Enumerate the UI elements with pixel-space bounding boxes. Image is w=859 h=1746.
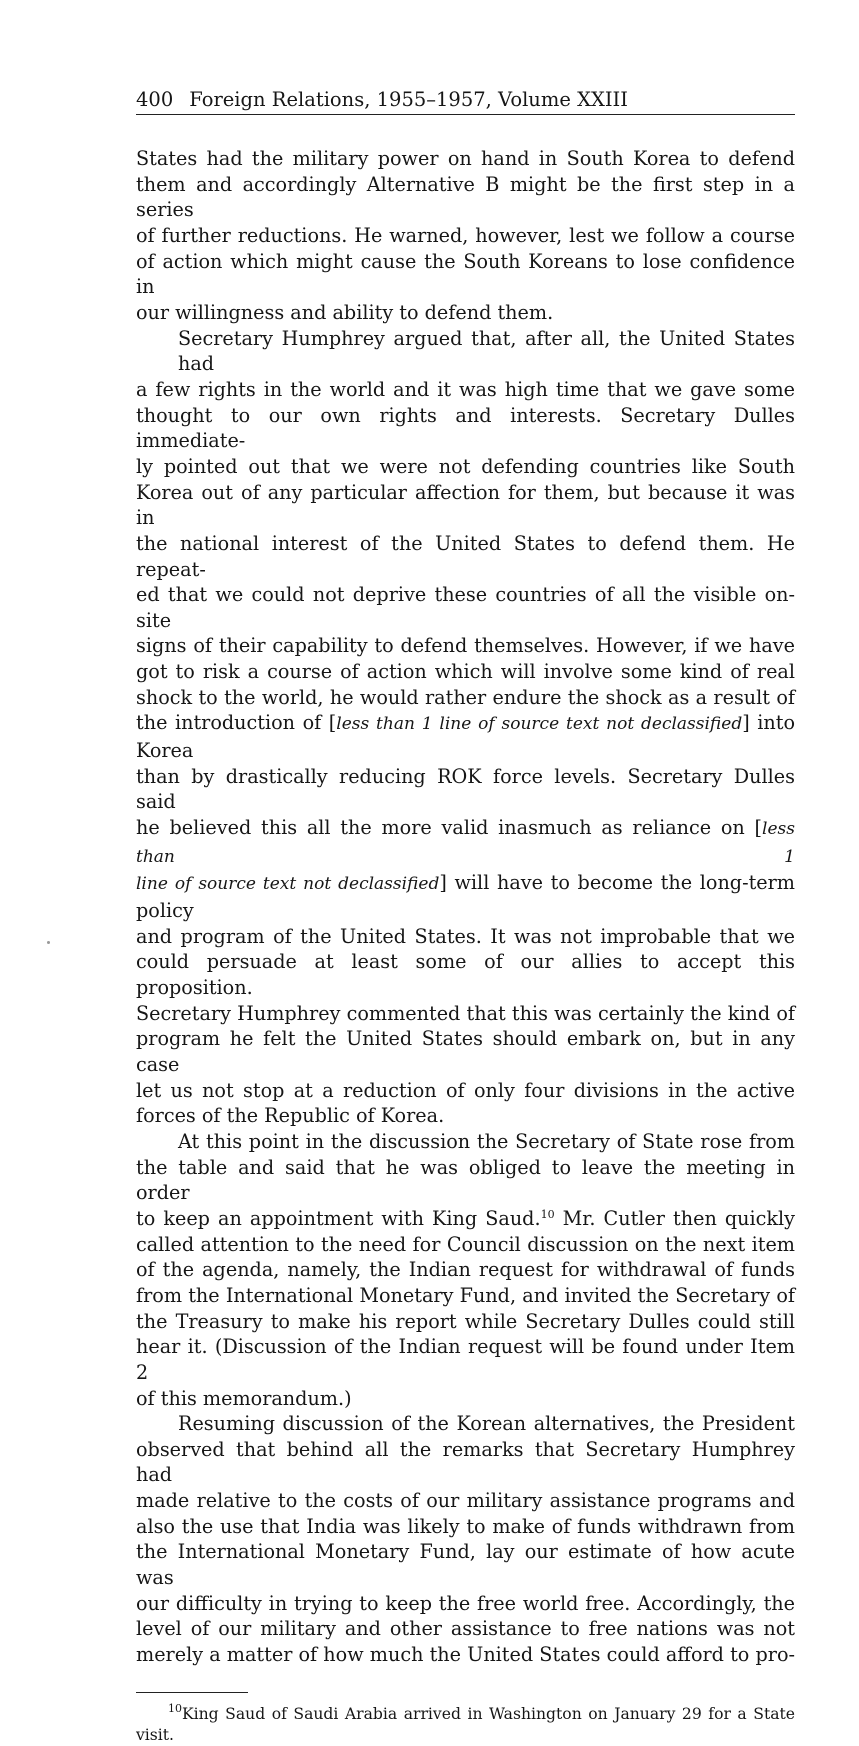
text-line: forces of the Republic of Korea. — [136, 1104, 445, 1128]
text-line: also the use that India was likely to make of funds withdrawn from — [136, 1514, 795, 1538]
text-line: Resuming discussion of the Korean alternatives, the President — [178, 1412, 795, 1436]
text-line: called attention to the need for Council discussion on the next item — [136, 1232, 795, 1256]
text-line — [136, 815, 795, 870]
footnote-text: King Saud of Saudi Arabia arrived in Washington on January 29 for a State — [182, 1704, 795, 1723]
text-line: level of our military and other assistance to free nations was not — [136, 1617, 795, 1641]
document-page — [136, 88, 795, 1746]
text-line: shock to the world, he would rather endure the shock as a result of — [136, 685, 795, 709]
text-line: of action which might cause the South Koreans to lose confidence in — [136, 249, 795, 299]
text-line: the national interest of the United States to defend them. He repeat- — [136, 531, 795, 581]
text-line: a few rights in the world and it was high time that we gave some — [136, 377, 795, 401]
text-line: ly pointed out that we were not defending countries like South — [136, 454, 795, 478]
text-line: got to risk a course of action which will involve some kind of real — [136, 660, 795, 684]
text-line: States had the military power on hand in South Korea to defend — [136, 147, 795, 170]
text-line: our willingness and ability to defend them. — [136, 300, 554, 324]
running-title: Foreign Relations, 1955–1957, Volume XXIII — [189, 88, 628, 111]
text-line: Secretary Humphrey commented that this was certainly the kind of — [136, 1001, 795, 1025]
text-run: ] will have to become the long-term policy — [136, 871, 796, 923]
paragraph-3 — [136, 1129, 795, 1411]
margin-mark — [47, 941, 50, 944]
text-line: let us not stop at a reduction of only four divisions in the active — [136, 1078, 795, 1102]
text-line: ed that we could not deprive these countries of all the visible on-site — [136, 583, 795, 632]
text-line: of this memorandum.) — [136, 1386, 352, 1410]
text-line: and program of the United States. It was not improbable that we — [136, 924, 795, 948]
text-line: the Treasury to make his report while Secretary Dulles could still — [136, 1309, 795, 1333]
text-line: signs of their capability to defend themselves. However, if we have — [136, 634, 795, 658]
page-number: 400 — [136, 88, 174, 111]
text-line: could persuade at least some of our allies to accept this proposition. — [136, 950, 795, 999]
text-line — [136, 710, 795, 763]
footnote — [136, 1701, 795, 1746]
text-line: hear it. (Discussion of the Indian request will be found under Item 2 — [136, 1335, 795, 1384]
text-line: Secretary Humphrey argued that, after all, the United States had — [178, 326, 795, 376]
text-line: them and accordingly Alternative B might be the first step in a series — [136, 172, 795, 222]
redaction-note: less than 1 — [136, 819, 795, 867]
text-line: visit. — [136, 1725, 175, 1744]
paragraph-4 — [136, 1411, 795, 1668]
text-run: to keep an appointment with King Saud. — [136, 1206, 541, 1230]
text-line: merely a matter of how much the United States could afford to pro- — [136, 1643, 795, 1667]
text-line: made relative to the costs of our military assistance programs and — [136, 1489, 795, 1513]
text-line: the table and said that he was obliged to leave the meeting in order — [136, 1155, 795, 1205]
text-run: ] into Korea — [136, 711, 796, 763]
text-run: he believed this all the more valid inasmuch as reliance on [ — [136, 816, 763, 840]
text-line: the International Monetary Fund, lay our estimate of how acute was — [136, 1540, 795, 1590]
running-head — [136, 88, 795, 115]
text-line: thought to our own rights and interests. Secretary Dulles immediate- — [136, 403, 795, 453]
text-run: Mr. Cutler then quickly — [554, 1206, 796, 1230]
footnote-number: 10 — [168, 1701, 182, 1715]
text-line: At this point in the discussion the Secretary of State rose from — [178, 1129, 795, 1153]
text-line — [136, 1206, 795, 1232]
paragraph-1 — [136, 146, 795, 326]
text-line — [136, 870, 795, 923]
redaction-note: less than 1 line of source text not declassified — [336, 714, 743, 735]
text-line: our difficulty in trying to keep the free world free. Accordingly, the — [136, 1591, 795, 1615]
text-run: the introduction of [ — [136, 711, 337, 735]
text-line: than by drastically reducing ROK force levels. Secretary Dulles said — [136, 764, 795, 814]
redaction-note: line of source text not declassified — [136, 874, 440, 895]
text-line: of the agenda, namely, the Indian request for withdrawal of funds — [136, 1258, 795, 1282]
text-line: Korea out of any particular affection for them, but because it was in — [136, 480, 795, 530]
text-line — [136, 1701, 795, 1725]
text-line: of further reductions. He warned, however, lest we follow a course — [136, 223, 795, 247]
body-text — [136, 146, 795, 1668]
text-line: from the International Monetary Fund, and invited the Secretary of — [136, 1283, 795, 1307]
paragraph-2 — [136, 326, 795, 1129]
text-line: observed that behind all the remarks that Secretary Humphrey had — [136, 1437, 795, 1487]
footnote-divider — [136, 1692, 248, 1693]
footnote-reference: 10 — [540, 1207, 555, 1221]
text-line: program he felt the United States should embark on, but in any case — [136, 1027, 795, 1076]
